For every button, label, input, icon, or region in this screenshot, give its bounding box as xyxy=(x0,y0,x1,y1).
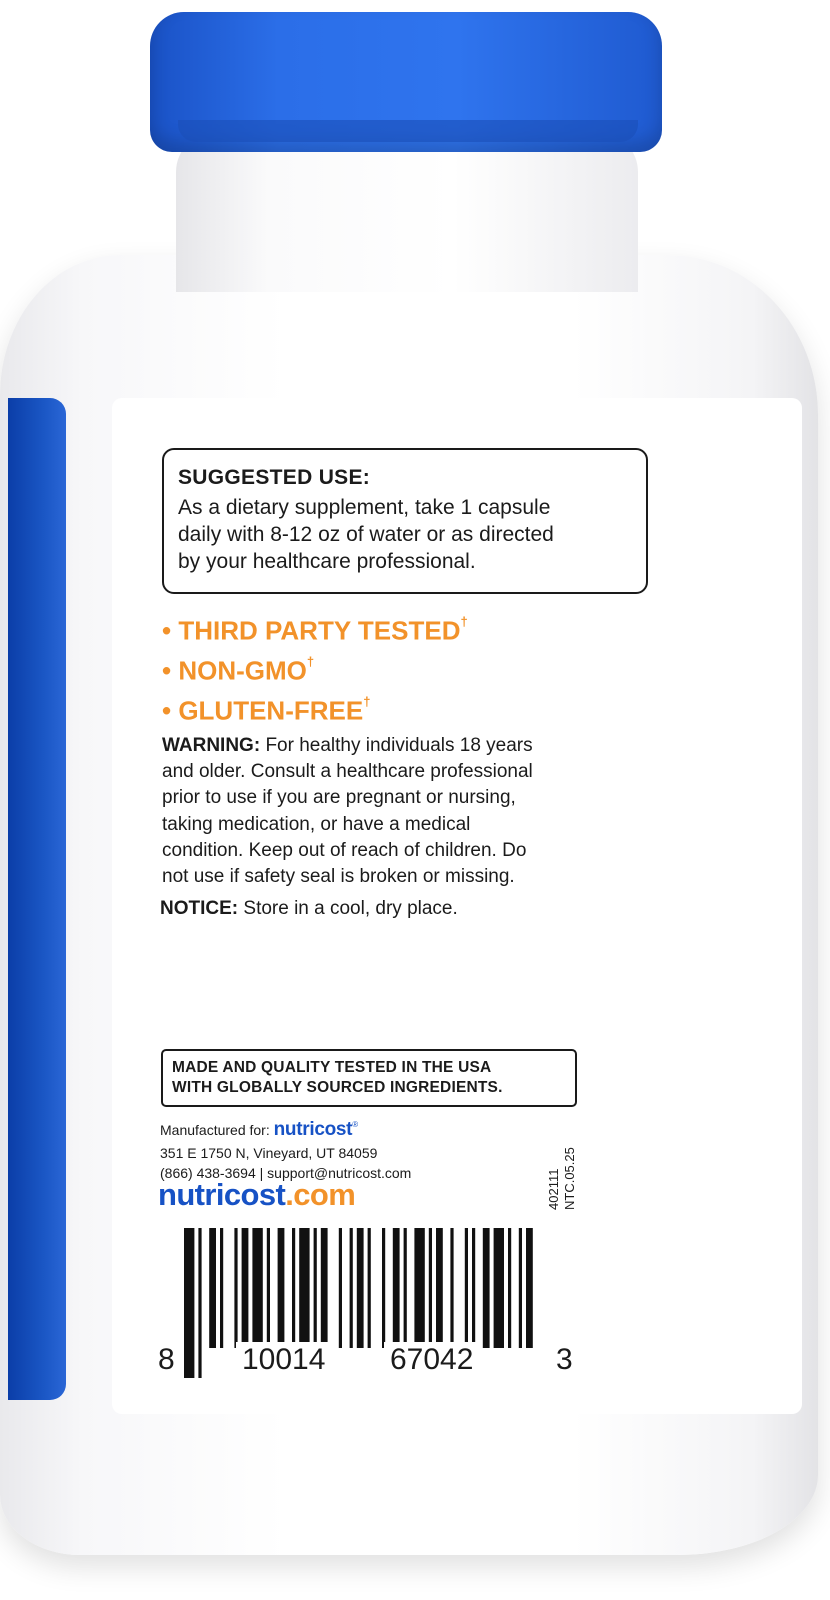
claim-third-party-tested: • THIRD PARTY TESTED† xyxy=(162,614,468,646)
warning-line: prior to use if you are pregnant or nursing, xyxy=(162,787,516,809)
lot-code xyxy=(546,1128,582,1210)
barcode-bar xyxy=(339,1228,342,1348)
suggested-use-line: daily with 8-12 oz of water or as directed xyxy=(178,523,554,546)
made-in-line: MADE AND QUALITY TESTED IN THE USA xyxy=(172,1059,492,1076)
suggested-use-title: SUGGESTED USE: xyxy=(178,466,371,489)
contact-separator: | xyxy=(259,1165,264,1181)
made-in-usa-box xyxy=(161,1049,577,1107)
suggested-use-box xyxy=(162,448,648,594)
barcode-bar xyxy=(382,1228,385,1348)
website-tld: .com xyxy=(285,1177,356,1212)
website-url xyxy=(158,1177,355,1213)
barcode-bar xyxy=(292,1228,295,1348)
barcode-bar xyxy=(314,1228,317,1348)
manufactured-for-label: Manufactured for: xyxy=(160,1122,270,1138)
barcode-bar xyxy=(209,1228,216,1348)
warning-line: For healthy individuals 18 years xyxy=(265,735,533,756)
claims-list xyxy=(162,606,662,726)
upc-barcode xyxy=(178,1228,550,1378)
manufacturer-phone: (866) 438-3694 xyxy=(160,1165,256,1181)
warning-line: taking medication, or have a medical xyxy=(162,813,471,835)
barcode-bar xyxy=(299,1228,309,1348)
manufacturer-info xyxy=(160,1120,480,1183)
brand-logo-small: nutricost xyxy=(273,1119,353,1140)
barcode-bar xyxy=(242,1228,249,1348)
made-in-line: WITH GLOBALLY SOURCED INGREDIENTS. xyxy=(172,1079,503,1096)
claim-gluten-free: • GLUTEN-FREE† xyxy=(162,694,371,726)
barcode-bar xyxy=(267,1228,270,1348)
bottle-neck xyxy=(176,132,638,292)
barcode-bar xyxy=(450,1228,453,1348)
barcode-bar xyxy=(519,1228,522,1348)
barcode-bar xyxy=(198,1228,201,1378)
barcode-bar xyxy=(234,1228,237,1348)
warning-line: not use if safety seal is broken or missing. xyxy=(162,866,515,888)
barcode-bar xyxy=(483,1228,490,1348)
barcode-bar xyxy=(278,1228,285,1348)
warning-line: and older. Consult a healthcare professional xyxy=(162,761,533,783)
warning-lead: WARNING: xyxy=(162,735,261,756)
suggested-use-line: As a dietary supplement, take 1 capsule xyxy=(178,496,551,519)
barcode-bar xyxy=(436,1228,443,1348)
barcode-bar xyxy=(184,1228,194,1378)
suggested-use-line: by your healthcare professional. xyxy=(178,550,476,573)
lot-line: 402111 xyxy=(546,1168,561,1210)
barcode-bar xyxy=(508,1228,511,1348)
barcode-bar xyxy=(465,1228,468,1348)
barcode-bar xyxy=(357,1228,364,1348)
notice-text xyxy=(160,896,620,922)
barcode-check-digit: 3 xyxy=(556,1343,573,1376)
barcode-bar xyxy=(494,1228,504,1348)
barcode-bar xyxy=(526,1228,533,1348)
barcode-bar xyxy=(472,1228,475,1348)
warning-text xyxy=(162,733,632,890)
manufacturer-email: support@nutricost.com xyxy=(267,1165,412,1181)
barcode-bar xyxy=(321,1228,328,1348)
barcode-bar xyxy=(252,1228,262,1348)
barcode-bar xyxy=(404,1228,407,1348)
lot-line: NTC.05.25 xyxy=(562,1147,577,1210)
warning-line: condition. Keep out of reach of children. Do xyxy=(162,839,527,861)
claim-non-gmo: • NON-GMO† xyxy=(162,654,315,686)
barcode-right-digits: 67042 xyxy=(384,1342,479,1378)
barcode-bar xyxy=(393,1228,400,1348)
website-name: nutricost xyxy=(158,1177,286,1212)
registered-mark: ® xyxy=(352,1120,359,1129)
cap-ridge xyxy=(178,120,638,142)
barcode-left-digits: 10014 xyxy=(236,1342,331,1378)
notice-body: Store in a cool, dry place. xyxy=(243,898,458,919)
barcode-bars xyxy=(178,1228,550,1378)
barcode-bar xyxy=(368,1228,371,1348)
label-blue-stripe xyxy=(8,398,66,1400)
barcode-bar xyxy=(220,1228,223,1348)
barcode-first-digit: 8 xyxy=(158,1343,175,1376)
notice-lead: NOTICE: xyxy=(160,898,239,919)
manufacturer-address: 351 E 1750 N, Vineyard, UT 84059 xyxy=(160,1145,378,1161)
barcode-bar xyxy=(350,1228,353,1348)
